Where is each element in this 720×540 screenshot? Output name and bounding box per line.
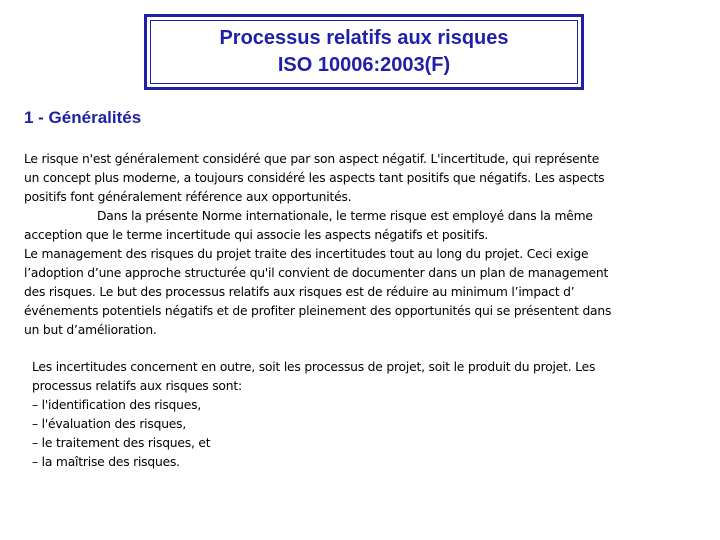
list-item: – l'identification des risques, <box>32 398 202 412</box>
section-heading: 1 - Généralités <box>24 108 142 127</box>
paragraph-1-line: positifs font généralement référence aux opportunités. <box>24 190 352 204</box>
paragraph-1-line: un but d’amélioration. <box>24 323 157 337</box>
list-item: – l'évaluation des risques, <box>32 417 187 431</box>
paragraph-1-line: Le management des risques du projet traite des incertitudes tout au long du projet. Ceci exige <box>24 247 589 261</box>
paragraph-1-line: des risques. Le but des processus relatifs aux risques est de réduire au minimum l’impact d’ <box>24 285 575 299</box>
title-box <box>144 14 584 90</box>
paragraph-1-line: Le risque n'est généralement considéré que par son aspect négatif. L'incertitude, qui représente <box>24 152 600 166</box>
paragraph-2-line: processus relatifs aux risques sont: <box>32 379 242 393</box>
list-item: – la maîtrise des risques. <box>32 455 180 469</box>
list-item: – le traitement des risques, et <box>32 436 211 450</box>
paragraph-1-line: l’adoption d’une approche structurée qu'il convient de documenter dans un plan de management <box>24 266 609 280</box>
title-line-1: Processus relatifs aux risques <box>219 27 509 49</box>
paragraph-1-line: un concept plus moderne, a toujours considéré les aspects tant positifs que négatifs. Les aspects <box>24 171 605 185</box>
paragraph-1-line: acception que le terme incertitude qui associe les aspects négatifs et positifs. <box>24 228 489 242</box>
title-line-2: ISO 10006:2003(F) <box>277 54 451 76</box>
title-frame <box>150 20 578 84</box>
paragraph-1-line: événements potentiels négatifs et de profiter pleinement des opportunités qui se présentent dans <box>24 304 612 318</box>
paragraph-2-line: Les incertitudes concernent en outre, soit les processus de projet, soit le produit du projet. Les <box>32 360 596 374</box>
paragraph-1-line-indented: Dans la présente Norme internationale, le terme risque est employé dans la même <box>97 209 593 223</box>
